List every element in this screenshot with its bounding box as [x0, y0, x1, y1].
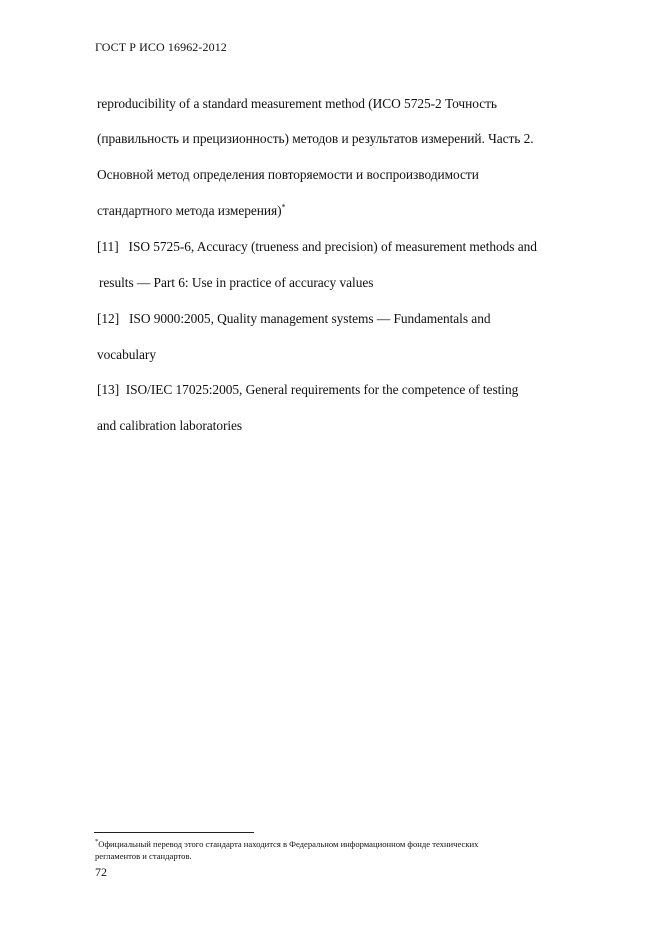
footnote-text: Официальный перевод этого стандарта находится в Федеральном информационном фонде технических	[98, 839, 479, 849]
body-line: (правильность и прецизионность) методов и результатов измерений. Часть 2.	[97, 131, 534, 146]
body-line-text: стандартного метода измерения)	[97, 203, 282, 218]
reference-text: ISO 5725-6, Accuracy (trueness and precision) of measurement methods and	[128, 239, 537, 254]
reference-number: [13]	[97, 382, 120, 397]
footnote-divider	[94, 832, 254, 833]
reference-number: [12]	[97, 311, 120, 326]
page-number: 72	[95, 865, 107, 879]
reference-continuation: vocabulary	[97, 347, 156, 362]
page-header: ГОСТ Р ИСО 16962-2012	[95, 40, 227, 54]
reference-continuation: results — Part 6: Use in practice of accuracy values	[99, 275, 374, 290]
footnote-mark: *	[95, 838, 99, 846]
reference-item	[97, 239, 537, 255]
footnote-line	[95, 838, 615, 850]
reference-text: ISO/IEC 17025:2005, General requirements for the competence of testing	[125, 382, 519, 397]
body-line: reproducibility of a standard measurement method (ИСО 5725-2 Точность	[97, 96, 497, 111]
footnote-reference-mark: *	[281, 202, 286, 212]
reference-continuation: and calibration laboratories	[97, 418, 243, 433]
reference-text: ISO 9000:2005, Quality management systems — Fundamentals and	[129, 311, 491, 326]
footnote	[95, 838, 615, 862]
body-line	[97, 203, 286, 219]
reference-item	[97, 311, 491, 327]
body-line: Основной метод определения повторяемости и воспроизводимости	[97, 167, 479, 182]
reference-number: [11]	[97, 239, 119, 254]
footnote-line: регламентов и стандартов.	[95, 851, 192, 861]
reference-item	[97, 382, 518, 398]
